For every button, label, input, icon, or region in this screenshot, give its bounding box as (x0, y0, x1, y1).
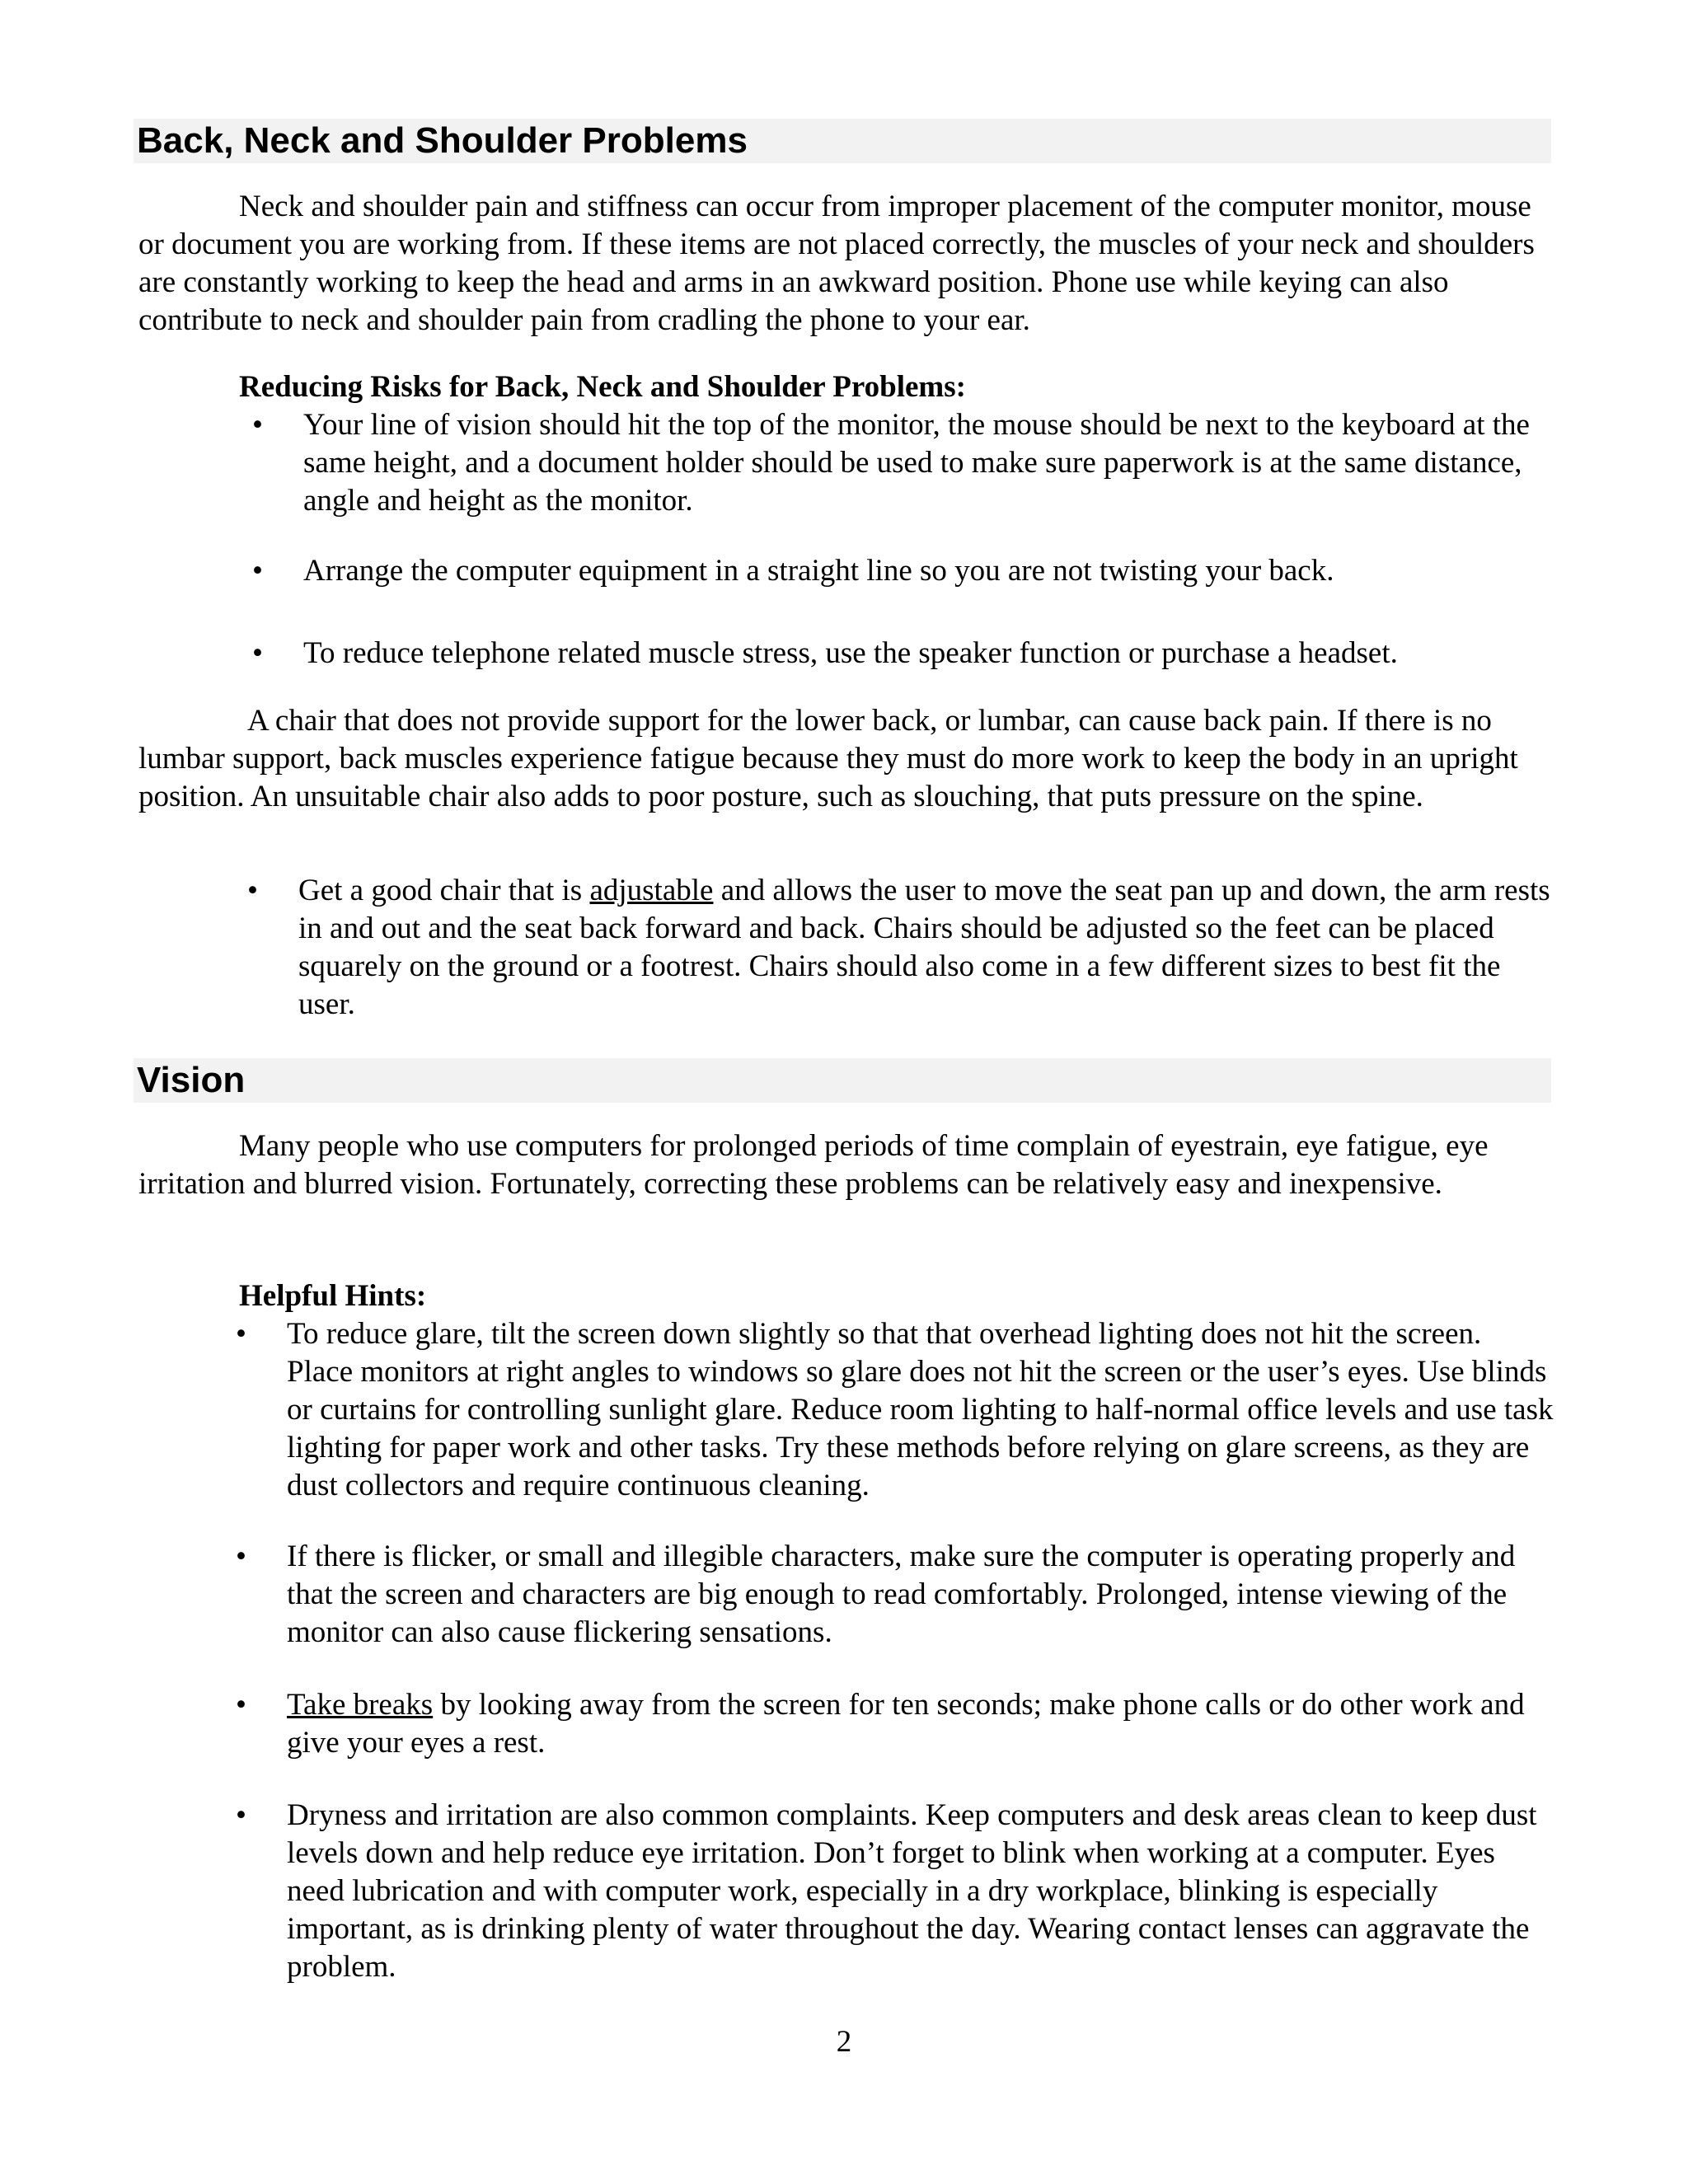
intro-paragraph-vision: Many people who use computers for prolonged periods of time complain of eyestrain, eye fatigue, eye irritation and blurred vision. Fortunately, correcting these problems can be relatively easy and inexpensive. (138, 1129, 1489, 1201)
list-item-text: To reduce telephone related muscle stress, use the speaker function or purchase a headset. (303, 636, 1398, 670)
list-item-text: To reduce glare, tilt the screen down slightly so that that overhead lighting does not hit the screen. Place monitors at right angles to windows so glare does not hit the screen or the user’s eyes. Use blinds or curtains for controlling sunlight glare. Reduce room lighting to half-normal office levels and use task lighting for paper work and other tasks. Try these methods before relying on glare screens, as they are dust collectors and require continuous cleaning. (287, 1317, 1554, 1502)
bullet-glyph: • (236, 1688, 246, 1722)
list-item-text: Dryness and irritation are also common complaints. Keep computers and desk areas clean to keep dust levels down and help reduce eye irritation. Don’t forget to blink when working at a computer. Eyes need lubrication and with computer work, especially in a dry workplace, blinking is especially important, as is drinking plenty of water throughout the day. Wearing contact lenses can aggravate the problem. (287, 1798, 1537, 1984)
list-item (252, 406, 1554, 520)
bullet-glyph: • (236, 1540, 246, 1573)
list-item (247, 872, 1554, 1024)
subheading-reducing-risks: Reducing Risks for Back, Neck and Shoulder Problems: (239, 370, 966, 404)
list-item-text: Arrange the computer equipment in a straight line so you are not twisting your back. (303, 554, 1334, 588)
section-heading-back-neck-shoulder: Back, Neck and Shoulder Problems (137, 120, 748, 161)
list-item (236, 1797, 1554, 1986)
bullet-glyph: • (252, 554, 263, 588)
bullet-glyph: • (236, 1798, 246, 1832)
list-item (236, 1538, 1554, 1652)
section-heading-vision: Vision (137, 1060, 246, 1100)
chair-paragraph: A chair that does not provide support for the lower back, or lumbar, can cause back pain. If there is no lumbar support, back muscles experience fatigue because they must do more work to keep the body in an upright position. An unsuitable chair also adds to poor posture, such as slouching, that puts pressure on the spine. (138, 704, 1518, 813)
section-heading-band (134, 1058, 1551, 1103)
take-breaks-underlined-term: Take breaks (287, 1688, 434, 1722)
list-item (236, 1686, 1554, 1762)
list-item (236, 1315, 1554, 1505)
list-item-text: If there is flicker, or small and illegible characters, make sure the computer is operating properly and that the screen and characters are big enough to read comfortably. Prolonged, intense viewing of the monitor can also cause flickering sensations. (287, 1540, 1516, 1649)
adjustable-underlined-term: adjustable (589, 874, 714, 907)
list-item-text: Get a good chair that is adjustable and allows the user to move the seat pan up and down, the arm rests in and out and the seat back forward and back. Chairs should be adjusted so the feet can be placed squarely on the ground or a footrest. Chairs should also come in a few different sizes to best fit the user. (298, 874, 1550, 1021)
list-item-text: Your line of vision should hit the top of the monitor, the mouse should be next to the keyboard at the same height, and a document holder should be used to make sure paperwork is at the same distance, angle and height as the monitor. (303, 408, 1530, 518)
intro-paragraph-back: Neck and shoulder pain and stiffness can occur from improper placement of the computer monitor, mouse or document you are working from. If these items are not placed correctly, the muscles of your neck and shoulders are constantly working to keep the head and arms in an awkward position. Phone use while keying can also contribute to neck and shoulder pain from cradling the phone to your ear. (138, 190, 1535, 337)
page-number: 2 (836, 2025, 852, 2059)
list-item (252, 552, 1554, 590)
bullet-glyph: • (236, 1317, 246, 1351)
bullet-glyph: • (247, 874, 258, 907)
list-item (252, 635, 1554, 673)
subheading-helpful-hints: Helpful Hints: (239, 1279, 427, 1313)
list-item-text: Take breaks by looking away from the screen for ten seconds; make phone calls or do other work and give your eyes a rest. (287, 1688, 1525, 1760)
bullet-glyph: • (252, 408, 263, 442)
bullet-glyph: • (252, 636, 263, 670)
